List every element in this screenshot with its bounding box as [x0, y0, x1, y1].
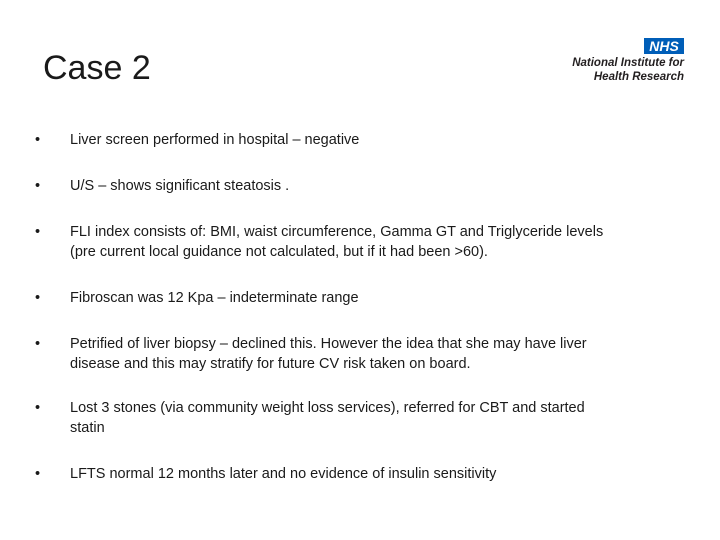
bullet-text: U/S – shows significant steatosis . [70, 178, 290, 194]
nhs-badge: NHS [644, 38, 684, 54]
bullet-text: FLI index consists of: BMI, waist circumference, Gamma GT and Triglyceride levels (pre current local guidance not calculated, but if it had been >60). [70, 224, 604, 260]
logo-line-2: Health Research [593, 71, 684, 83]
slide-title: Case 2 [43, 49, 151, 87]
bullet-marker: • [35, 132, 41, 148]
bullet-text: Fibroscan was 12 Kpa – indeterminate range [70, 290, 359, 306]
bullet-text: LFTS normal 12 months later and no evidence of insulin sensitivity [70, 466, 497, 482]
bullet-marker: • [35, 290, 41, 306]
bullet-text: Petrified of liver biopsy – declined this. However the idea that she may have liver disease and this may stratify for future CV risk taken on board. [70, 336, 587, 372]
bullet-text: Liver screen performed in hospital – negative [70, 132, 360, 148]
bullet-marker: • [35, 400, 41, 416]
logo-line-1: National Institute for [572, 57, 684, 69]
bullet-marker: • [35, 224, 41, 240]
bullet-text: Lost 3 stones (via community weight loss services), referred for CBT and started statin [70, 400, 585, 436]
bullet-marker: • [35, 336, 41, 352]
bullet-marker: • [35, 178, 41, 194]
bullet-marker: • [35, 466, 41, 482]
